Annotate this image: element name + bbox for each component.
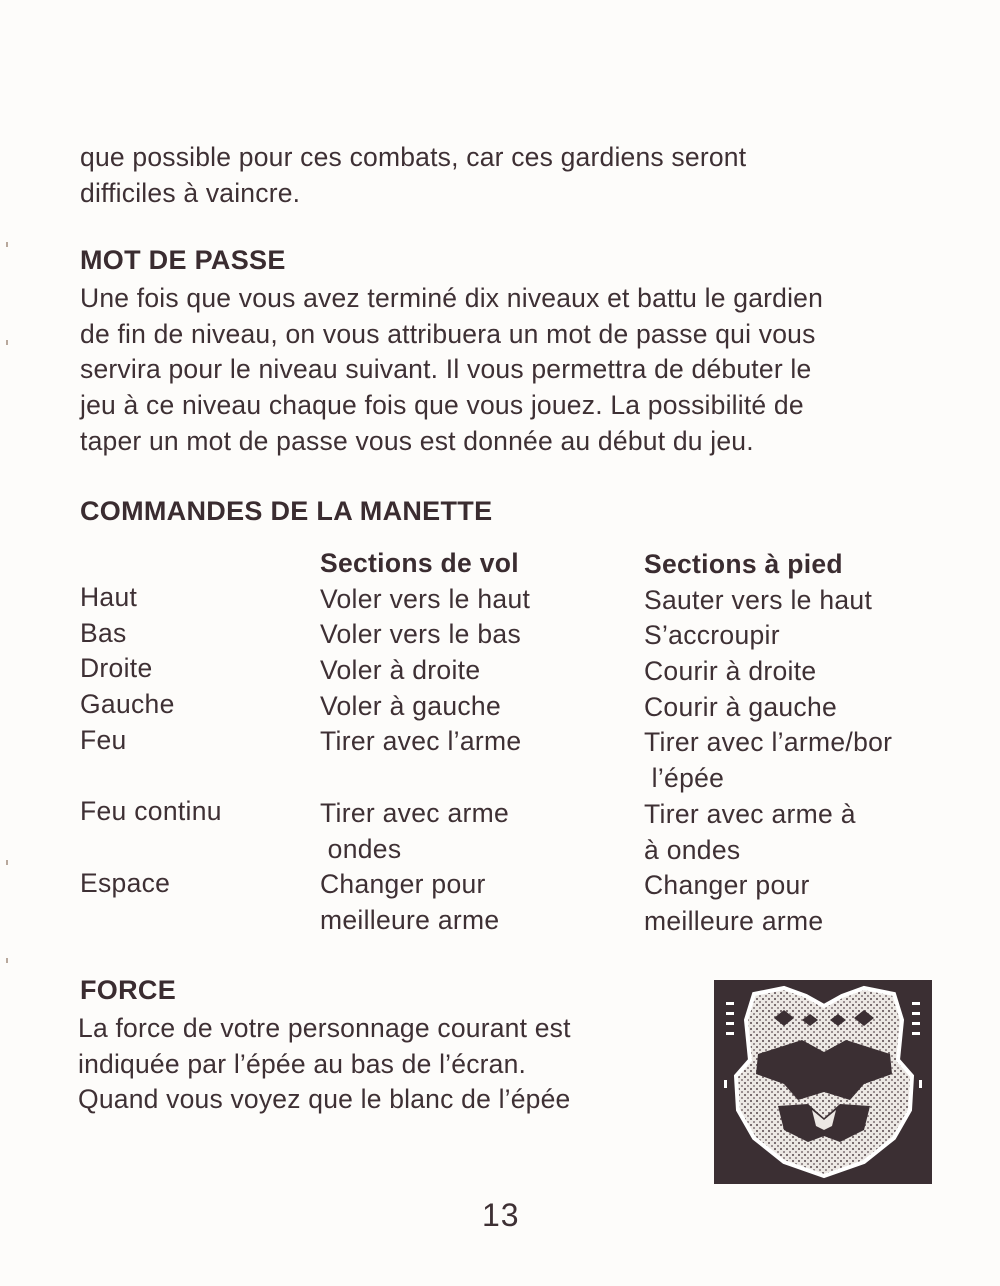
control-foot-action: Courir à gauche (644, 692, 838, 722)
control-foot-action: Courir à droite (644, 656, 817, 686)
control-key: Bas (80, 618, 127, 648)
control-flight-action: Voler vers le bas (320, 619, 522, 649)
control-flight-action: Changer pour meilleure arme (320, 869, 500, 935)
password-line: taper un mot de passe vous est donnée au début du jeu. (80, 425, 754, 456)
control-key: Haut (80, 582, 138, 612)
force-paragraph (78, 1011, 571, 1118)
control-key: Feu (80, 725, 127, 755)
password-line: Une fois que vous avez terminé dix niveaux et battu le gardien (80, 283, 824, 313)
column-header-foot: Sections à pied (644, 549, 843, 579)
force-line: La force de votre personnage courant est (78, 1013, 571, 1043)
column-header-flight: Sections de vol (320, 548, 519, 578)
emblem-graphic (714, 980, 932, 1184)
control-foot-action: Changer pour meilleure arme (644, 870, 824, 936)
password-line: de fin de niveau, on vous attribuera un mot de passe qui vous (80, 318, 816, 349)
password-heading: MOT DE PASSE (80, 245, 286, 275)
page-number: 13 (482, 1197, 520, 1233)
control-foot-action: S’accroupir (644, 620, 780, 650)
control-flight-action: Tirer avec l’arme (320, 726, 522, 756)
force-line: Quand vous voyez que le blanc de l’épée (78, 1084, 571, 1115)
intro-line: difficiles à vaincre. (80, 177, 301, 208)
control-key: Droite (80, 653, 153, 683)
control-key: Gauche (80, 689, 175, 719)
password-line: jeu à ce niveau chaque fois que vous jouez. La possibilité de (80, 390, 804, 421)
control-flight-action: Tirer avec arme ondes (320, 798, 510, 864)
control-foot-action: Tirer avec l’arme/bor l’épée (644, 727, 893, 793)
control-foot-action: Sauter vers le haut (644, 585, 873, 615)
controls-heading: COMMANDES DE LA MANETTE (80, 496, 493, 526)
control-key: Espace (80, 868, 171, 898)
force-heading: FORCE (80, 975, 176, 1005)
control-flight-action: Voler à gauche (320, 691, 502, 721)
pixel-shield-emblem-icon (714, 980, 932, 1184)
control-foot-action: Tirer avec arme à à ondes (644, 799, 856, 865)
intro-paragraph (80, 140, 746, 211)
password-paragraph (80, 281, 823, 460)
password-line: servira pour le niveau suivant. Il vous permettra de débuter le (80, 354, 812, 385)
force-line: indiquée par l’épée au bas de l’écran. (78, 1048, 527, 1079)
intro-line: que possible pour ces combats, car ces gardiens seront (80, 142, 747, 172)
control-key: Feu continu (80, 796, 222, 826)
control-flight-action: Voler à droite (320, 655, 481, 685)
control-flight-action: Voler vers le haut (320, 584, 531, 614)
